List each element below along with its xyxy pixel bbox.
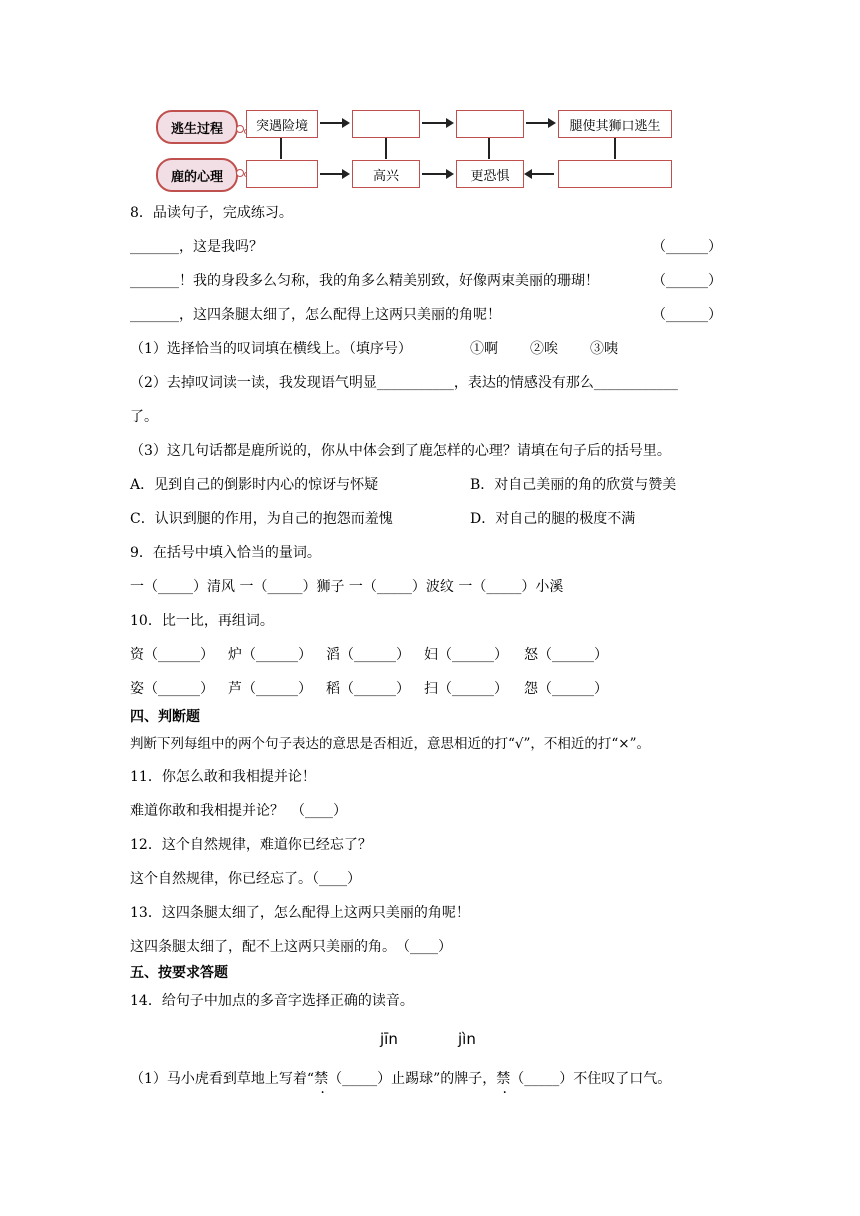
- q8-sub1: （1）选择恰当的叹词填在横线上。（填序号）: [130, 341, 412, 357]
- q8-sub2-end: 了。: [130, 409, 158, 425]
- q10-r1-c1[interactable]: 资（______）: [130, 647, 214, 663]
- q10-r1-c4[interactable]: 妇（______）: [424, 647, 508, 663]
- arrow-right: [422, 122, 452, 124]
- connector-line: [488, 138, 490, 159]
- q10-r2-c1[interactable]: 姿（______）: [130, 681, 214, 697]
- q8-sub2: （2）去掉叹词读一读，我发现语气明显___________，表达的情感没有那么____________: [130, 375, 678, 391]
- connector-line: [280, 138, 282, 159]
- cloud-label-escape: 逃生过程: [156, 110, 238, 144]
- q8-sub3: （3）这几句话都是鹿所说的，你从中体会到了鹿怎样的心理？请填在句子后的括号里。: [130, 443, 671, 459]
- q8-option-1: ①啊: [470, 341, 498, 357]
- q13-answer[interactable]: 这四条腿太细了，配不上这两只美丽的角。 （____）: [130, 939, 452, 955]
- top-box-3[interactable]: [456, 110, 524, 138]
- dotted-char-2: 禁: [496, 1071, 511, 1087]
- thought-dot: [236, 169, 244, 177]
- arrow-right: [320, 122, 348, 124]
- arrow-left: [526, 173, 554, 175]
- top-box-4: 腿使其狮口逃生: [558, 110, 672, 138]
- q14-title: 14．给句子中加点的多音字选择正确的读音。: [130, 993, 414, 1009]
- q13: 13．这四条腿太细了，怎么配得上这两只美丽的角呢！: [130, 905, 470, 921]
- q9-title: 9．在括号中填入恰当的量词。: [130, 545, 321, 561]
- arrow-right: [320, 173, 348, 175]
- q12-answer[interactable]: 这个自然规律，你已经忘了。（____）: [130, 871, 361, 887]
- thought-dot: [236, 125, 244, 133]
- q8-line-1: _______，这是我吗？: [130, 239, 263, 255]
- q10-title: 10．比一比，再组词。: [130, 613, 274, 629]
- top-box-1: 突遇险境: [246, 110, 318, 138]
- section5-heading: 五、按要求答题: [130, 965, 228, 981]
- q14-sub1-part-b[interactable]: （_____）止踢球”的牌子，: [328, 1071, 497, 1087]
- q8-line-2: _______！我的身段多么匀称，我的角多么精美别致，好像两束美丽的珊瑚！: [130, 273, 599, 289]
- q8-paren-3[interactable]: （______）: [652, 307, 722, 323]
- q8-choice-d: D．对自己的腿的极度不满: [470, 511, 636, 527]
- q10-r2-c5[interactable]: 怨（______）: [524, 681, 608, 697]
- pinyin-1: jīn: [380, 1030, 398, 1048]
- q10-r1-c2[interactable]: 炉（______）: [228, 647, 312, 663]
- q10-r2-c3[interactable]: 稻（______）: [326, 681, 410, 697]
- q10-r1-c3[interactable]: 滔（______）: [326, 647, 410, 663]
- q11-answer[interactable]: 难道你敢和我相提并论？ （____）: [130, 803, 347, 819]
- q14-sub1-part-c[interactable]: （_____）不住叹了口气。: [510, 1071, 672, 1087]
- arrow-right: [526, 122, 554, 124]
- bottom-box-3: 更恐惧: [456, 160, 524, 188]
- cloud-label-mind: 鹿的心理: [156, 158, 238, 192]
- q14-sub1-part-a: （1）马小虎看到草地上写着“: [130, 1071, 315, 1087]
- q10-r2-c4[interactable]: 扫（______）: [424, 681, 508, 697]
- q11: 11．你怎么敢和我相提并论！: [130, 769, 316, 785]
- q8-option-3: ③咦: [590, 341, 618, 357]
- connector-line: [614, 138, 616, 159]
- flow-diagram: [150, 103, 690, 191]
- q8-choice-c: C．认识到腿的作用，为自己的抱怨而羞愧: [130, 511, 393, 527]
- q8-paren-1[interactable]: （______）: [652, 239, 722, 255]
- q10-r1-c5[interactable]: 怒（______）: [524, 647, 608, 663]
- q8-title: 8．品读句子，完成练习。: [130, 205, 293, 221]
- q8-option-2: ②唉: [530, 341, 558, 357]
- q8-paren-2[interactable]: （______）: [652, 273, 722, 289]
- q14-sub1: [130, 1068, 671, 1088]
- arrow-right: [422, 173, 452, 175]
- bottom-box-1[interactable]: [246, 160, 318, 188]
- connector-line: [385, 138, 387, 159]
- top-box-2[interactable]: [352, 110, 420, 138]
- section4-intro: 判断下列每组中的两个句子表达的意思是否相近，意思相近的打“√”，不相近的打“×”。: [130, 736, 651, 752]
- bottom-box-2: 高兴: [352, 160, 420, 188]
- q8-choice-a: A．见到自己的倒影时内心的惊讶与怀疑: [130, 477, 379, 493]
- q8-line-3: _______，这四条腿太细了，怎么配得上这两只美丽的角呢！: [130, 307, 501, 323]
- q8-choice-b: B．对自己美丽的角的欣赏与赞美: [470, 477, 677, 493]
- pinyin-2: jìn: [458, 1030, 476, 1048]
- q12: 12．这个自然规律，难道你已经忘了？: [130, 837, 372, 853]
- section4-heading: 四、判断题: [130, 709, 200, 725]
- q10-r2-c2[interactable]: 芦（______）: [228, 681, 312, 697]
- bottom-box-4[interactable]: [558, 160, 672, 188]
- q9-line: 一（_____）清风 一（_____）狮子 一（_____）波纹 一（_____）小溪: [130, 579, 564, 595]
- dotted-char-1: 禁: [314, 1071, 329, 1087]
